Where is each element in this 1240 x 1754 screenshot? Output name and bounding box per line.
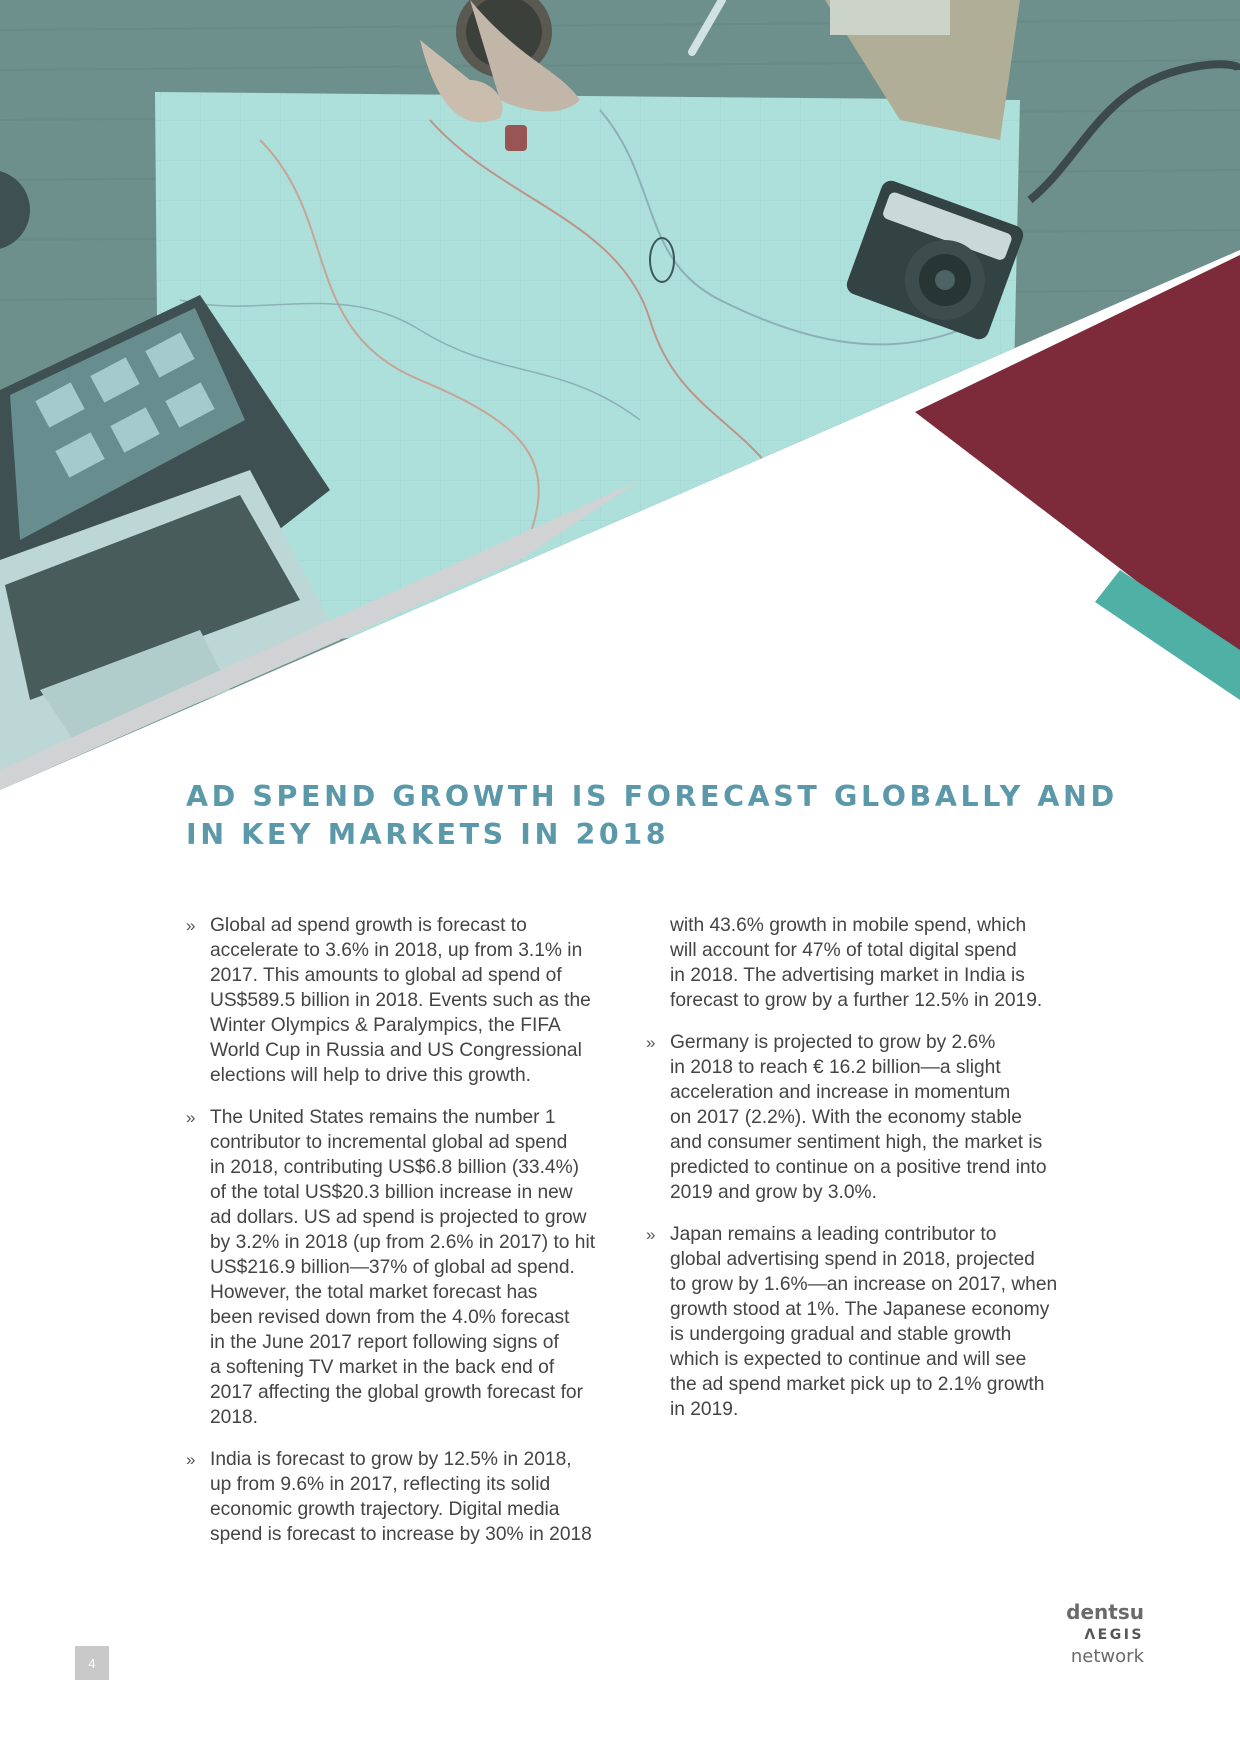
- dentsu-aegis-logo: [1044, 1600, 1144, 1668]
- title-line-1: AD SPEND GROWTH IS FORECAST GLOBALLY AND: [186, 780, 1118, 813]
- paragraph-india-continued: with 43.6% growth in mobile spend, which will account for 47% of total digital spend in 2018. The advertising market in India is forecast to grow by a further 12.5% in 2019.: [670, 915, 1043, 1011]
- text-column-left: [186, 913, 618, 1547]
- paragraph-united-states: » The United States remains the number 1 contributor to incremental global ad spend in 2018, contributing US$6.8 billion (33.4%) of the total US$20.3 billion increase in new ad dollars. US ad spend is projected to grow by 3.2% in 2018 (up from 2.6% in 2017) to hit US$216.9 billion—37% of global ad spend. However, the total market forecast has been revised down from the 4.0% forecast in the June 2017 report following signs of a softening TV market in the back end of 2017 affecting the global growth forecast for 2018.: [186, 1107, 596, 1428]
- bullet-icon: »: [186, 916, 196, 935]
- logo-network: network: [1070, 1646, 1144, 1667]
- logo-dentsu: dentsu: [1066, 1600, 1144, 1624]
- bullet-icon: »: [646, 1225, 656, 1244]
- paragraph-india: » India is forecast to grow by 12.5% in 2018, up from 9.6% in 2017, reflecting its solid economic growth trajectory. Digital media spend is forecast to increase by 30% in 2018: [186, 1449, 592, 1545]
- paragraph-japan: » Japan remains a leading contributor to global advertising spend in 2018, projected to grow by 1.6%—an increase on 2017, when growth stood at 1%. The Japanese economy is undergoing gradual and stable growth which is expected to continue and will see the ad spend market pick up to 2.1% growth in 2019.: [646, 1224, 1058, 1420]
- paragraph-germany: » Germany is projected to grow by 2.6% in 2018 to reach € 16.2 billion—a slight acceleration and increase in momentum on 2017 (2.2%). With the economy stable and consumer sentiment high, the market is predicted to continue on a positive trend into 2019 and grow by 3.0%.: [646, 1032, 1047, 1203]
- page-number: 4: [75, 1646, 109, 1680]
- title-line-2: IN KEY MARKETS IN 2018: [186, 818, 670, 851]
- bullet-icon: »: [646, 1033, 656, 1052]
- logo-aegis: ΛEGIS: [1084, 1627, 1144, 1643]
- paragraph-global: » Global ad spend growth is forecast to accelerate to 3.6% in 2018, up from 3.1% in 2017. This amounts to global ad spend of US$589.5 billion in 2018. Events such as the Winter Olympics & Paralympics, the FIFA World Cup in Russia and US Congressional elections will help to drive this growth.: [186, 915, 591, 1086]
- bullet-icon: »: [186, 1450, 196, 1469]
- hero-image: [0, 0, 1240, 800]
- hero-illustration: [0, 0, 1240, 800]
- text-column-right: [646, 913, 1082, 1422]
- page-title: [186, 778, 1118, 854]
- bullet-icon: »: [186, 1108, 196, 1127]
